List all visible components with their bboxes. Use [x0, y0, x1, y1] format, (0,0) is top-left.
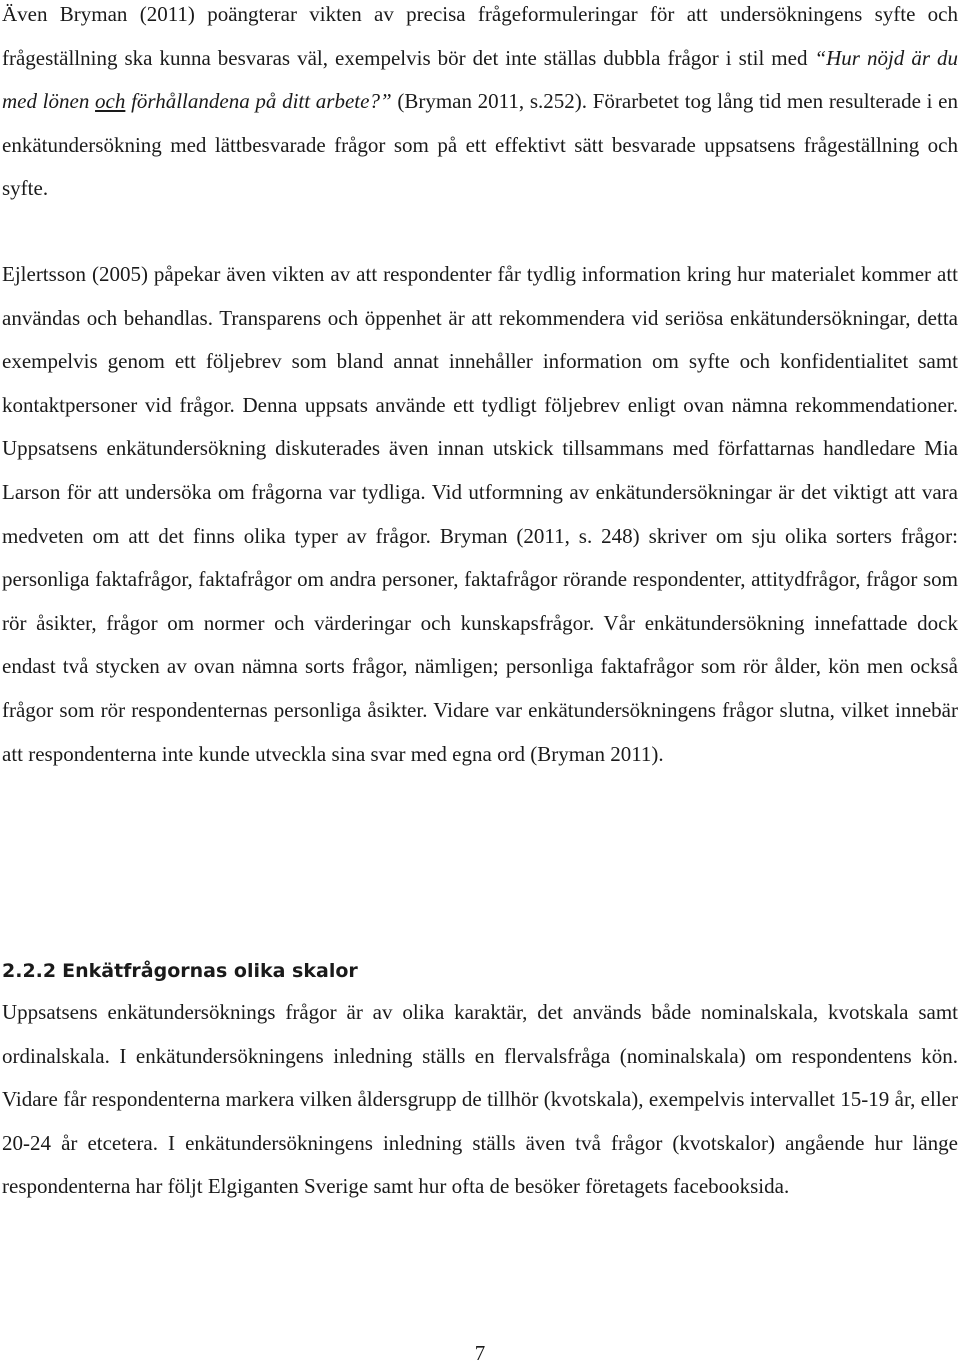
paragraph-1-text-a: Även Bryman (2011) poängterar vikten av precisa frågeformuleringar för att undersökningens syfte och frågeställning ska kunna besvaras väl, exempelvis bör det inte ställas dubbla frågor i stil med	[2, 2, 958, 70]
example-question-quote: “Hur nöjd är du med lönen och förhållandena på ditt arbete?”	[2, 45, 958, 114]
section-number: 2.2.2	[2, 960, 57, 982]
paragraph-information-and-question-types: Ejlertsson (2005) påpekar även vikten av att respondenter får tydlig information kring hur materialet kommer att användas och behandlas. Transparens och öppenhet är att rekommendera vid seriösa enkätundersökningar, detta exempelvis genom ett följebrev som bland annat innehåller information om syfte och konfidentialitet samt kontaktpersoner vid frågor. Denna uppsats använde ett tydligt följebrev enligt ovan nämna rekommendationer. Uppsatsens enkätundersökning diskuterades även innan utskick tillsammans med författarnas handledare Mia Larson för att undersöka om frågorna var tydliga. Vid utformning av enkätundersökningar är det viktigt att vara medveten om att det finns olika typer av frågor. Bryman (2011, s. 248) skriver om sju olika sorters frågor: personliga faktafrågor, faktafrågor om andra personer, faktafrågor rörande respondenter, attitydfrågor, frågor som rör åsikter, frågor om normer och värderingar och kunskapsfrågor. Vår enkätundersökning innefattade dock endast två stycken av ovan nämna sorts frågor, nämligen; personliga faktafrågor som rör ålder, kön men också frågor som rör respondenternas personliga åsikter. Vidare var enkätundersökningens frågor slutna, vilket innebär att respondenterna inte kunde utveckla sina svar med egna ord (Bryman 2011).	[2, 262, 958, 766]
paragraph-1-text-b: (Bryman 2011, s.252). Förarbetet tog lång tid men resulterade i en enkätundersökning med lättbesvarade frågor som på ett effektivt sätt besvarade uppsatsens frågeställning och syfte.	[2, 89, 958, 201]
page-number: 7	[474, 1341, 486, 1365]
paragraph-question-formulation	[2, 0, 958, 211]
underlined-och: och	[95, 89, 126, 114]
paragraph-scales: Uppsatsens enkätundersöknings frågor är av olika karaktär, det används både nominalskala, kvotskala samt ordinalskala. I enkätundersökningens inledning ställs en flervalsfråga (nominalskala) om respondentens kön. Vidare får respondenterna markera vilken åldersgrupp de tillhör (kvotskala), exempelvis intervallet 15-19 år, eller 20-24 år etcetera. I enkätundersökningens inledning ställs även två frågor (kvotskalor) angående hur länge respondenterna har följt Elgiganten Sverige samt hur ofta de besöker företagets facebooksida.	[2, 1000, 958, 1199]
section-title: Enkätfrågornas olika skalor	[62, 960, 358, 982]
section-heading	[2, 956, 358, 986]
